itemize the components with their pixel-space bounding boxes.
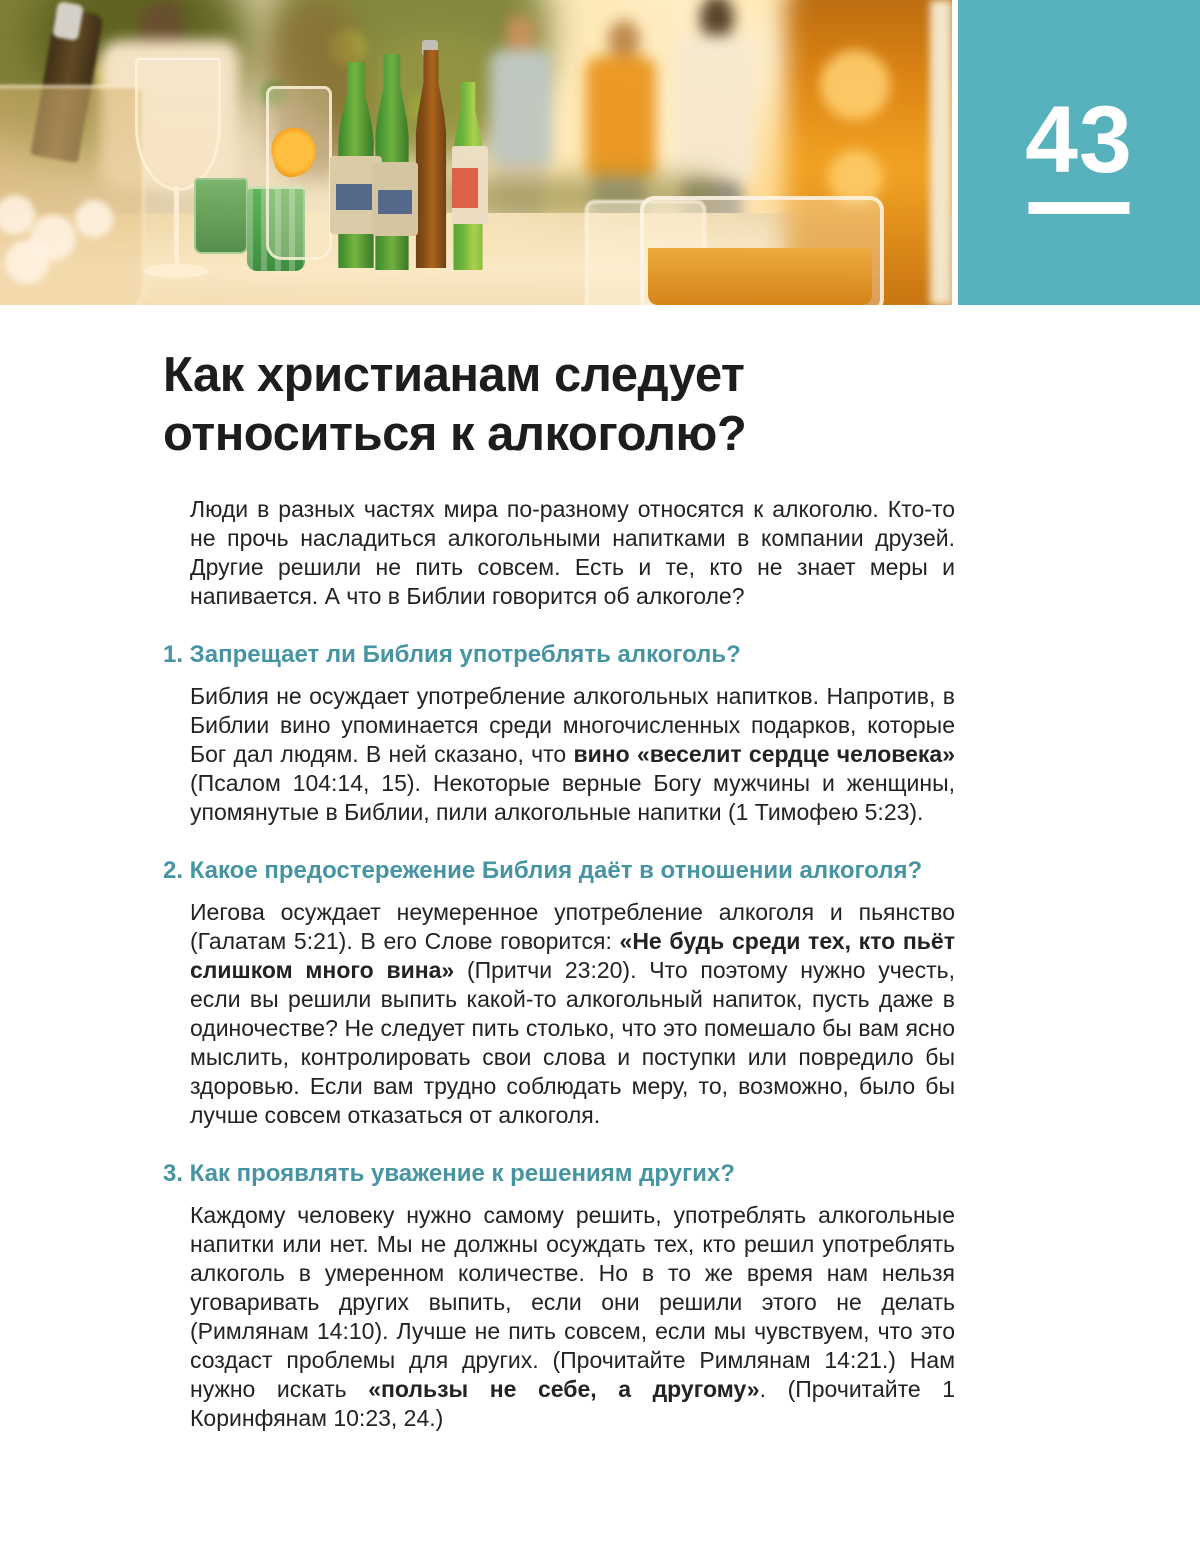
photo-bottle-label-blue [378, 190, 412, 214]
photo-ice-cube [75, 200, 113, 238]
photo-bottle-label [372, 162, 418, 236]
lesson-number: 43 [1025, 87, 1133, 193]
photo-amber-bokeh [820, 50, 890, 120]
section-2 [163, 856, 955, 1130]
photo-grass [440, 175, 720, 220]
photo-green-bottle-1 [322, 62, 390, 268]
photo-person-head [506, 15, 536, 53]
photo-amber-bottle-blur [785, 0, 952, 305]
section-1-heading: 1. Запрещает ли Библия употреблять алкоголь? [163, 641, 741, 668]
photo-bokeh-dot [330, 30, 366, 66]
section-3 [163, 1159, 955, 1433]
photo-person-head [140, 0, 184, 52]
photo-person-legs [496, 165, 544, 295]
photo-person-torso [586, 56, 656, 181]
photo-person-head [608, 20, 640, 60]
lesson-number-underline [1029, 202, 1130, 214]
photo-beer-glass [585, 200, 706, 305]
photo-bokeh-dot [150, 120, 180, 150]
photo-bokeh-dot [700, 120, 734, 154]
photo-foliage-left [0, 0, 260, 160]
photo-bottle-label-red [452, 168, 478, 208]
photo-person-head [700, 0, 734, 41]
photo-person-torso [490, 49, 552, 169]
photo-beer-mug [640, 196, 884, 305]
photo-wine-glass-stem [174, 186, 179, 268]
photo-foliage-mid [350, 30, 520, 160]
photo-bucket-body [0, 85, 145, 305]
section-2-heading: 2. Какое предостережение Библия даёт в отношении алкоголя? [163, 857, 923, 884]
photo-bokeh-dot [95, 55, 137, 97]
photo-sun-glare [640, 0, 952, 200]
photo-wine-glass-base [143, 264, 209, 278]
photo-bokeh-dot [262, 80, 288, 106]
section-1-paragraph: Библия не осуждает употребление алкогольных напитков. Напротив, в Библии вино упоминается среди многочисленных подарков, которые Бог дал людям. В ней сказано, что вино «веселит сердце человека» (Псалом 104:14, 15). Некоторые верные Богу мужчины и женщины, упомянутые в Библии, пили алкогольные напитки (1 Тимофею 5:23). [190, 683, 955, 825]
photo-bokeh-dot [408, 95, 436, 123]
photo-person-torso [676, 35, 754, 185]
photo-person-woman-orange [582, 20, 666, 305]
section-3-heading: 3. Как проявлять уважение к решениям других? [163, 1160, 735, 1187]
photo-ice-cube [0, 195, 35, 235]
lesson-number-block [958, 0, 1200, 305]
photo-person-left [100, 0, 240, 200]
photo-ice-cube [30, 215, 76, 261]
photo-green-glass-1 [194, 178, 248, 254]
photo-ice-bucket [0, 25, 145, 305]
section-1 [163, 640, 955, 827]
photo-person-couple [268, 0, 363, 180]
photo-white-pillar [930, 0, 952, 305]
photo-beer-fill [648, 248, 872, 305]
photo-green-bottle-3 [440, 82, 496, 270]
photo-person-man-white [672, 0, 762, 285]
photo-person-legs [682, 181, 742, 285]
photo-wine-glass [125, 58, 225, 298]
photo-carafe [266, 86, 332, 260]
photo-person-torso [100, 40, 240, 190]
photo-champagne-foil [52, 1, 84, 41]
photo-brown-bottle [402, 50, 460, 268]
photo-person-legs [592, 178, 646, 305]
photo-foliage-tree [270, 0, 550, 150]
photo-green-bottle-2 [360, 54, 424, 270]
photo-champagne-bottle [30, 7, 103, 163]
photo-bottle-label [330, 156, 382, 234]
photo-amber-bokeh [828, 150, 883, 205]
photo-table-surface [0, 213, 952, 305]
section-2-paragraph: Иегова осуждает неумеренное употребление алкоголя и пьянство (Галатам 5:21). В его Слове говорится: «Не будь среди тех, кто пьёт слишком много вина» (Притчи 23:20). Что поэтому нужно учесть, если вы решили выпить какой-то алкогольный напиток, пусть даже в одиночестве? Не следует пить столько, что это помешало бы вам ясно мыслить, контролировать свои слова и поступки или повредило бы здоровью. Если вам трудно соблюдать меру, то, возможно, было бы лучше совсем отказаться от алкоголя. [190, 899, 955, 1128]
photo-green-glass-2 [247, 186, 305, 271]
photo-foliage-left-dark [30, 0, 230, 110]
photo-swing-top-clasp [422, 40, 438, 56]
photo-bottle-label-blue [336, 184, 376, 210]
intro-paragraph: Люди в разных частях мира по-разному относятся к алкоголю. Кто-то не прочь насладиться алкогольными напитками в компании друзей. Другие решили не пить совсем. Есть и те, кто не знает меры и напивается. А что в Библии говорится об алкоголе? [190, 496, 955, 609]
photo-person-woman-blue [484, 15, 564, 295]
photo-wine-glass-bowl [135, 58, 221, 191]
photo-orange-slice [267, 123, 322, 181]
section-3-paragraph: Каждому человеку нужно самому решить, употреблять алкогольные напитки или нет. Мы не должны осуждать тех, кто решил употреблять алкоголь в умеренном количестве. Но в то же время нам нельзя уговаривать других выпить, если они решили этого не делать (Римлянам 14:10). Лучше не пить совсем, если мы чувствуем, что это создаст проблемы для других. (Прочитайте Римлянам 14:21.) Нам нужно искать «пользы не себе, а другому». (Прочитайте 1 Коринфянам 10:23, 24.) [190, 1202, 955, 1431]
photo-bottle-label [452, 146, 488, 224]
photo-foliage-right [860, 0, 952, 130]
article [163, 346, 955, 1433]
photo-ice-cube [5, 240, 49, 284]
photo-table-sheen [0, 213, 952, 305]
header-photo [0, 0, 952, 305]
page-title: Как христианам следует относиться к алкоголю? [163, 348, 747, 461]
